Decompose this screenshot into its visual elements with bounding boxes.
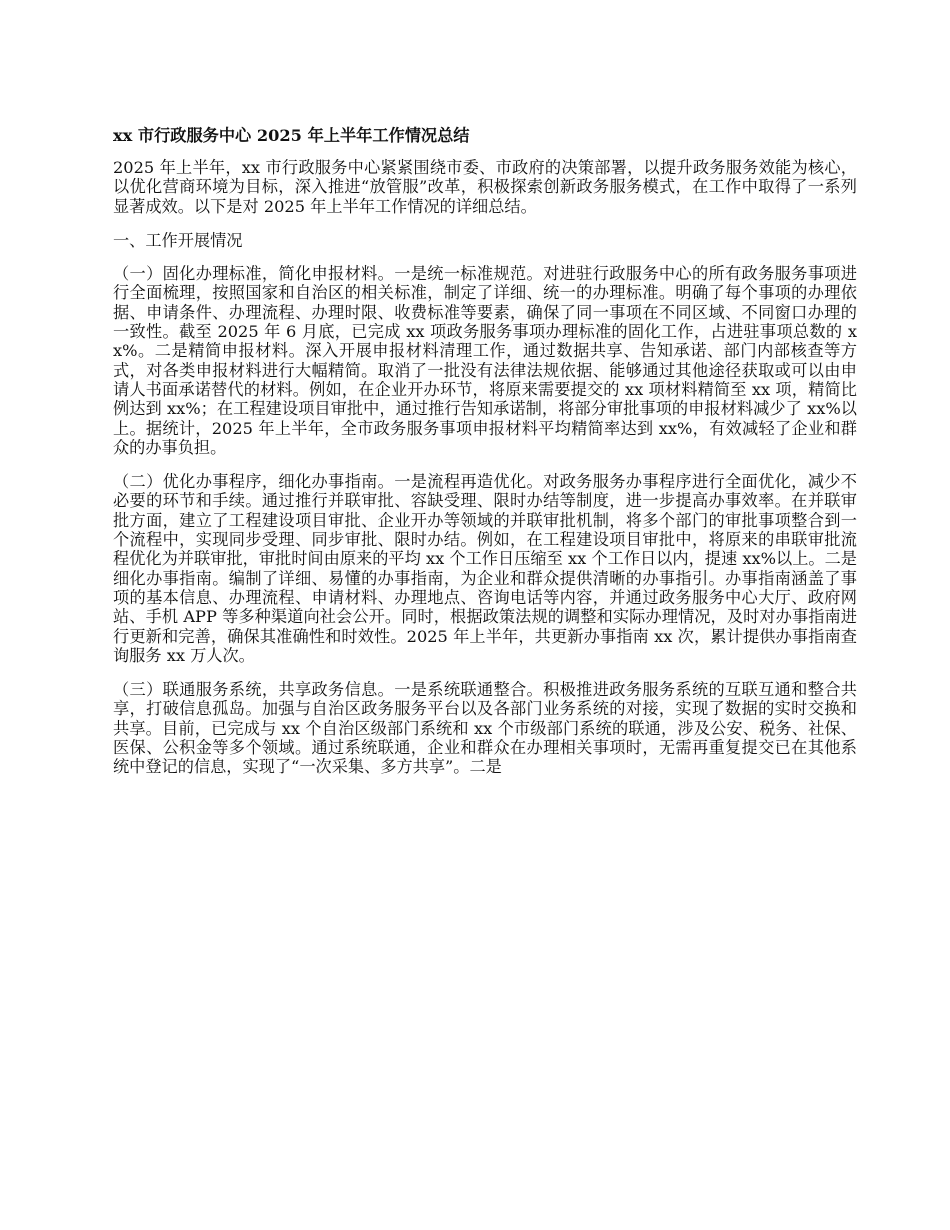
intro-paragraph: 2025 年上半年，xx 市行政服务中心紧紧围绕市委、市政府的决策部署，以提升政务服务效能为核心，以优化营商环境为目标，深入推进“放管服”改革，积极探索创新政务服务模式，在工作中取得了一系列显著成效。以下是对 2025 年上半年工作情况的详细总结。: [113, 158, 857, 216]
paragraph-procedures: （二）优化办事程序，细化办事指南。一是流程再造优化。对政务服务办事程序进行全面优化，减少不必要的环节和手续。通过推行并联审批、容缺受理、限时办结等制度，进一步提高办事效率。在并联审批方面，建立了工程建设项目审批、企业开办等领域的并联审批机制，将多个部门的审批事项整合到一个流程中，实现同步受理、同步审批、限时办结。例如，在工程建设项目审批中，将原来的串联审批流程优化为并联审批，审批时间由原来的平均 xx 个工作日压缩至 xx 个工作日以内，提速 xx%以上。二是细化办事指南。编制了详细、易懂的办事指南，为企业和群众提供清晰的办事指引。办事指南涵盖了事项的基本信息、办理流程、申请材料、办理地点、咨询电话等内容，并通过政务服务中心大厅、政府网站、手机 APP 等多种渠道向社会公开。同时，根据政策法规的调整和实际办理情况，及时对办事指南进行更新和完善，确保其准确性和时效性。2025 年上半年，共更新办事指南 xx 次，累计提供办事指南查询服务 xx 万人次。: [113, 472, 857, 665]
paragraph-systems: （三）联通服务系统，共享政务信息。一是系统联通整合。积极推进政务服务系统的互联互通和整合共享，打破信息孤岛。加强与自治区政务服务平台以及各部门业务系统的对接，实现了数据的实时交换和共享。目前，已完成与 xx 个自治区级部门系统和 xx 个市级部门系统的联通，涉及公安、税务、社保、医保、公积金等多个领域。通过系统联通，企业和群众在办理相关事项时，无需再重复提交已在其他系统中登记的信息，实现了“一次采集、多方共享”。二是: [113, 680, 857, 777]
section-heading: 一、工作开展情况: [113, 230, 243, 250]
paragraph-standards: （一）固化办理标准，简化申报材料。一是统一标准规范。对进驻行政服务中心的所有政务服务事项进行全面梳理，按照国家和自治区的相关标准，制定了详细、统一的办理标准。明确了每个事项的办理依据、申请条件、办理流程、办理时限、收费标准等要素，确保了同一事项在不同区域、不同窗口办理的一致性。截至 2025 年 6 月底，已完成 xx 项政务服务事项办理标准的固化工作，占进驻事项总数的 xx%。二是精简申报材料。深入开展申报材料清理工作，通过数据共享、告知承诺、部门内部核查等方式，对各类申报材料进行大幅精简。取消了一批没有法律法规依据、能够通过其他途径获取或可以由申请人书面承诺替代的材料。例如，在企业开办环节，将原来需要提交的 xx 项材料精简至 xx 项，精简比例达到 xx%；在工程建设项目审批中，通过推行告知承诺制，将部分审批事项的申报材料减少了 xx%以上。据统计，2025 年上半年，全市政务服务事项申报材料平均精简率达到 xx%，有效减轻了企业和群众的办事负担。: [113, 264, 857, 457]
document-body: [113, 126, 857, 792]
document-title: xx 市行政服务中心 2025 年上半年工作情况总结: [113, 126, 470, 145]
